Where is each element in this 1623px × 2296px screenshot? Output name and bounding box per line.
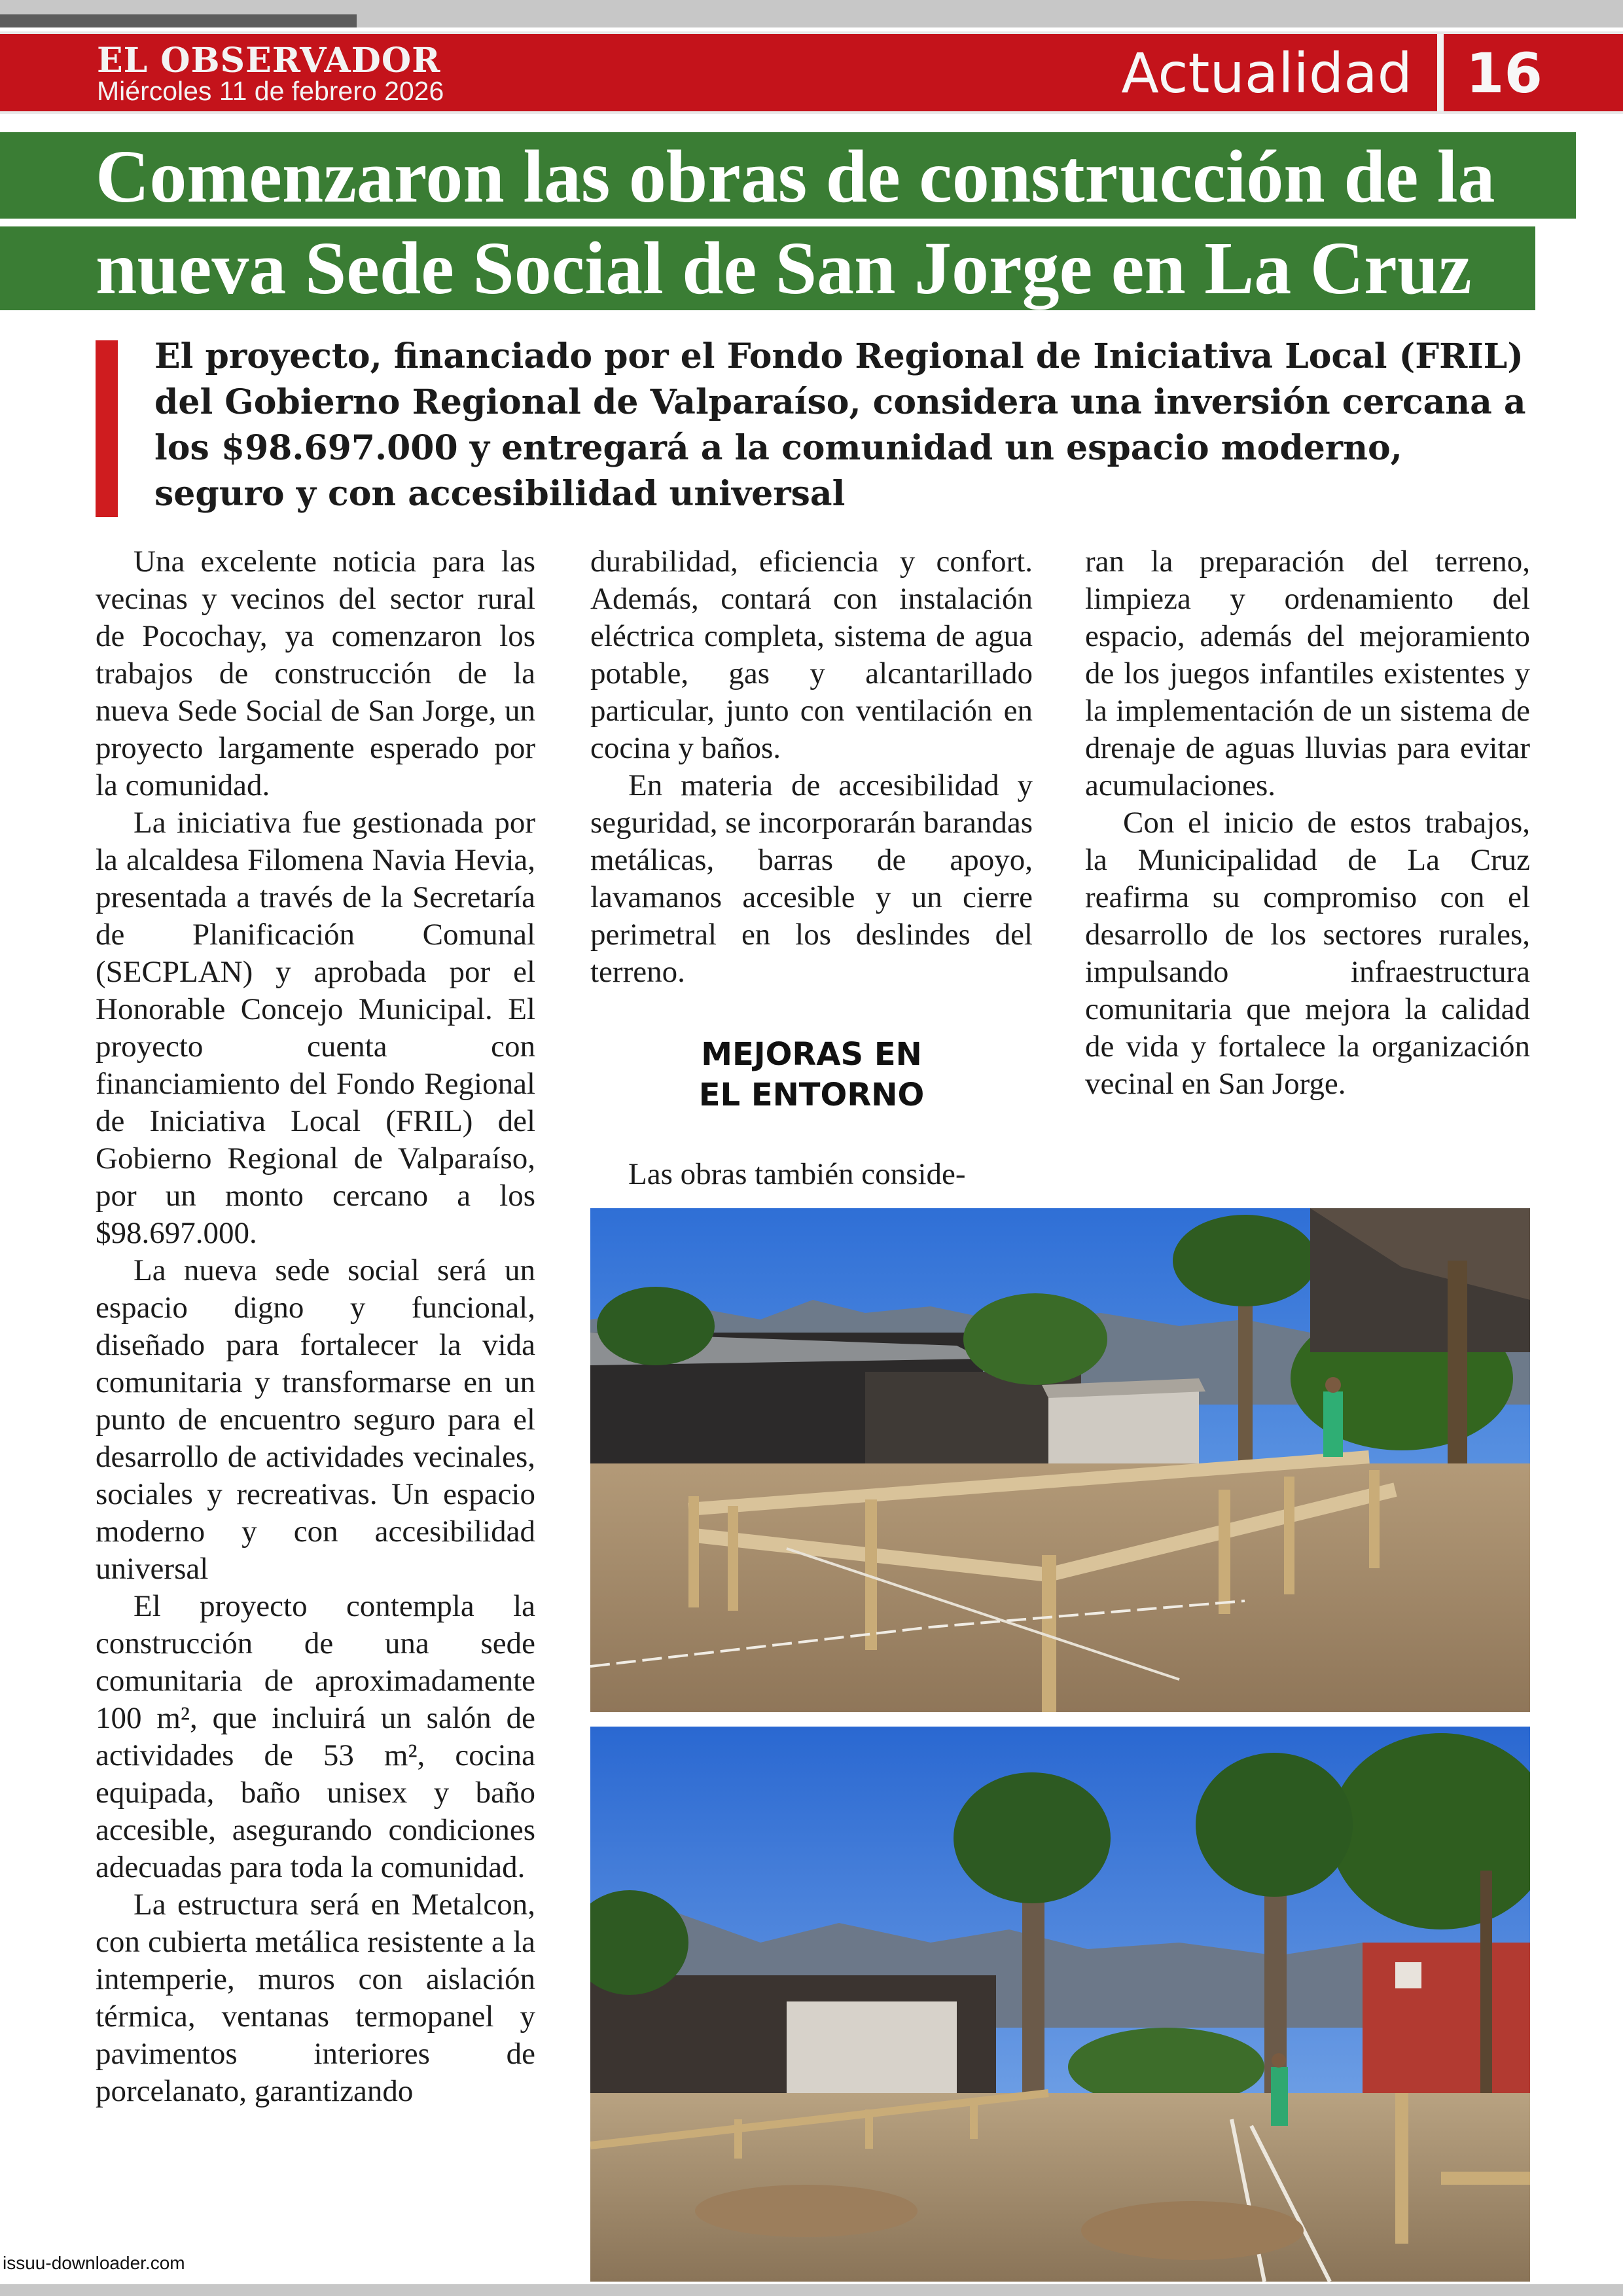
- subheading-line: MEJORAS EN: [701, 1036, 922, 1073]
- paragraph: Con el inicio de estos trabajos, la Municipalidad de La Cruz reafirma su compromiso con el desarrollo de los sectores rurales, impulsando infraestructura comunitaria que mejora la calidad de vida y fortalece la organización vecinal en San Jorge.: [1085, 806, 1530, 1101]
- paragraph: ran la preparación del terreno, limpieza y ordenamiento del espacio, además del mejoramiento de los juegos infantiles existentes y la implementación de un sistema de drenaje de aguas lluvias para evitar acumulaciones.: [1085, 545, 1530, 802]
- paragraph: Las obras también conside-: [628, 1157, 966, 1191]
- publication-date: Miércoles 11 de febrero 2026: [97, 76, 444, 106]
- column-1: [96, 543, 535, 2110]
- deck: El proyecto, financiado por el Fondo Regional de Iniciativa Local (FRIL) del Gobierno Regional de Valparaíso, considera una inversión cercana a los $98.697.000 y entregará a la comunidad un espacio moderno, seguro y con accesibilidad universal: [154, 336, 1526, 514]
- column-2: [590, 543, 1033, 1193]
- photo-construction-site: [590, 1208, 1530, 1712]
- paragraph: La estructura será en Metalcon, con cubierta metálica resistente a la intemperie, muros con aislación térmica, ventanas termopanel y pavimentos interiores de porcelanato, garantizando: [96, 1888, 535, 2108]
- bottom-gray-strip: [0, 2284, 1623, 2296]
- paragraph: La nueva sede social será un espacio digno y funcional, diseñado para fortalecer la vida comunitaria y transformarse en un punto de encuentro seguro para el desarrollo de actividades vecinales, sociales y recreativas. Un espacio moderno y con accesibilidad universal: [96, 1253, 535, 1586]
- paragraph: El proyecto contempla la construcción de una sede comunitaria de aproximadamente 100 m², que incluirá un salón de actividades de 53 m², cocina equipada, baño unisex y baño accesible, asegurando condiciones adecuadas para toda la comunidad.: [96, 1589, 535, 1884]
- top-dark-tab: [0, 14, 357, 27]
- watermark: issuu-downloader.com: [3, 2253, 185, 2273]
- subheading-line: EL ENTORNO: [698, 1077, 925, 1113]
- deck-accent-bar: [96, 340, 118, 517]
- paragraph: Una excelente noticia para las vecinas y vecinos del sector rural de Pocochay, ya comenzaron los trabajos de construcción de la nueva Sede Social de San Jorge, un proyecto largamente esperado por la comunidad.: [96, 545, 535, 802]
- paragraph: La iniciativa fue gestionada por la alcaldesa Filomena Navia Hevia, presentada a través de la Secretaría de Planificación Comunal (SECPLAN) y aprobada por el Honorable Concejo Municipal. El proyecto cuenta con financiamiento del Fondo Regional de Iniciativa Local (FRIL) del Gobierno Regional de Valparaíso, por un monto cercano a los $98.697.000.: [96, 806, 535, 1250]
- headline: Comenzaron las obras de construcción de la nueva Sede Social de San Jorge en La Cruz: [96, 135, 1495, 310]
- photo-palm-trees-site: [590, 1727, 1530, 2282]
- section-label: Actualidad: [1121, 41, 1412, 105]
- paragraph: durabilidad, eficiencia y confort. Además, contará con instalación eléctrica completa, sistema de agua potable, gas y alcantarillado particular, junto con ventilación en cocina y baños.: [590, 545, 1033, 765]
- page-number: 16: [1466, 41, 1543, 105]
- column-3: [1085, 543, 1530, 1103]
- paragraph: En materia de accesibilidad y seguridad, se incorporarán barandas metálicas, barras de apoyo, lavamanos accesible y un cierre perimetral en los deslindes del terreno.: [590, 768, 1033, 989]
- masthead: EL OBSERVADOR: [97, 41, 441, 81]
- header-divider: [1437, 34, 1444, 111]
- subheading: [590, 1034, 1033, 1115]
